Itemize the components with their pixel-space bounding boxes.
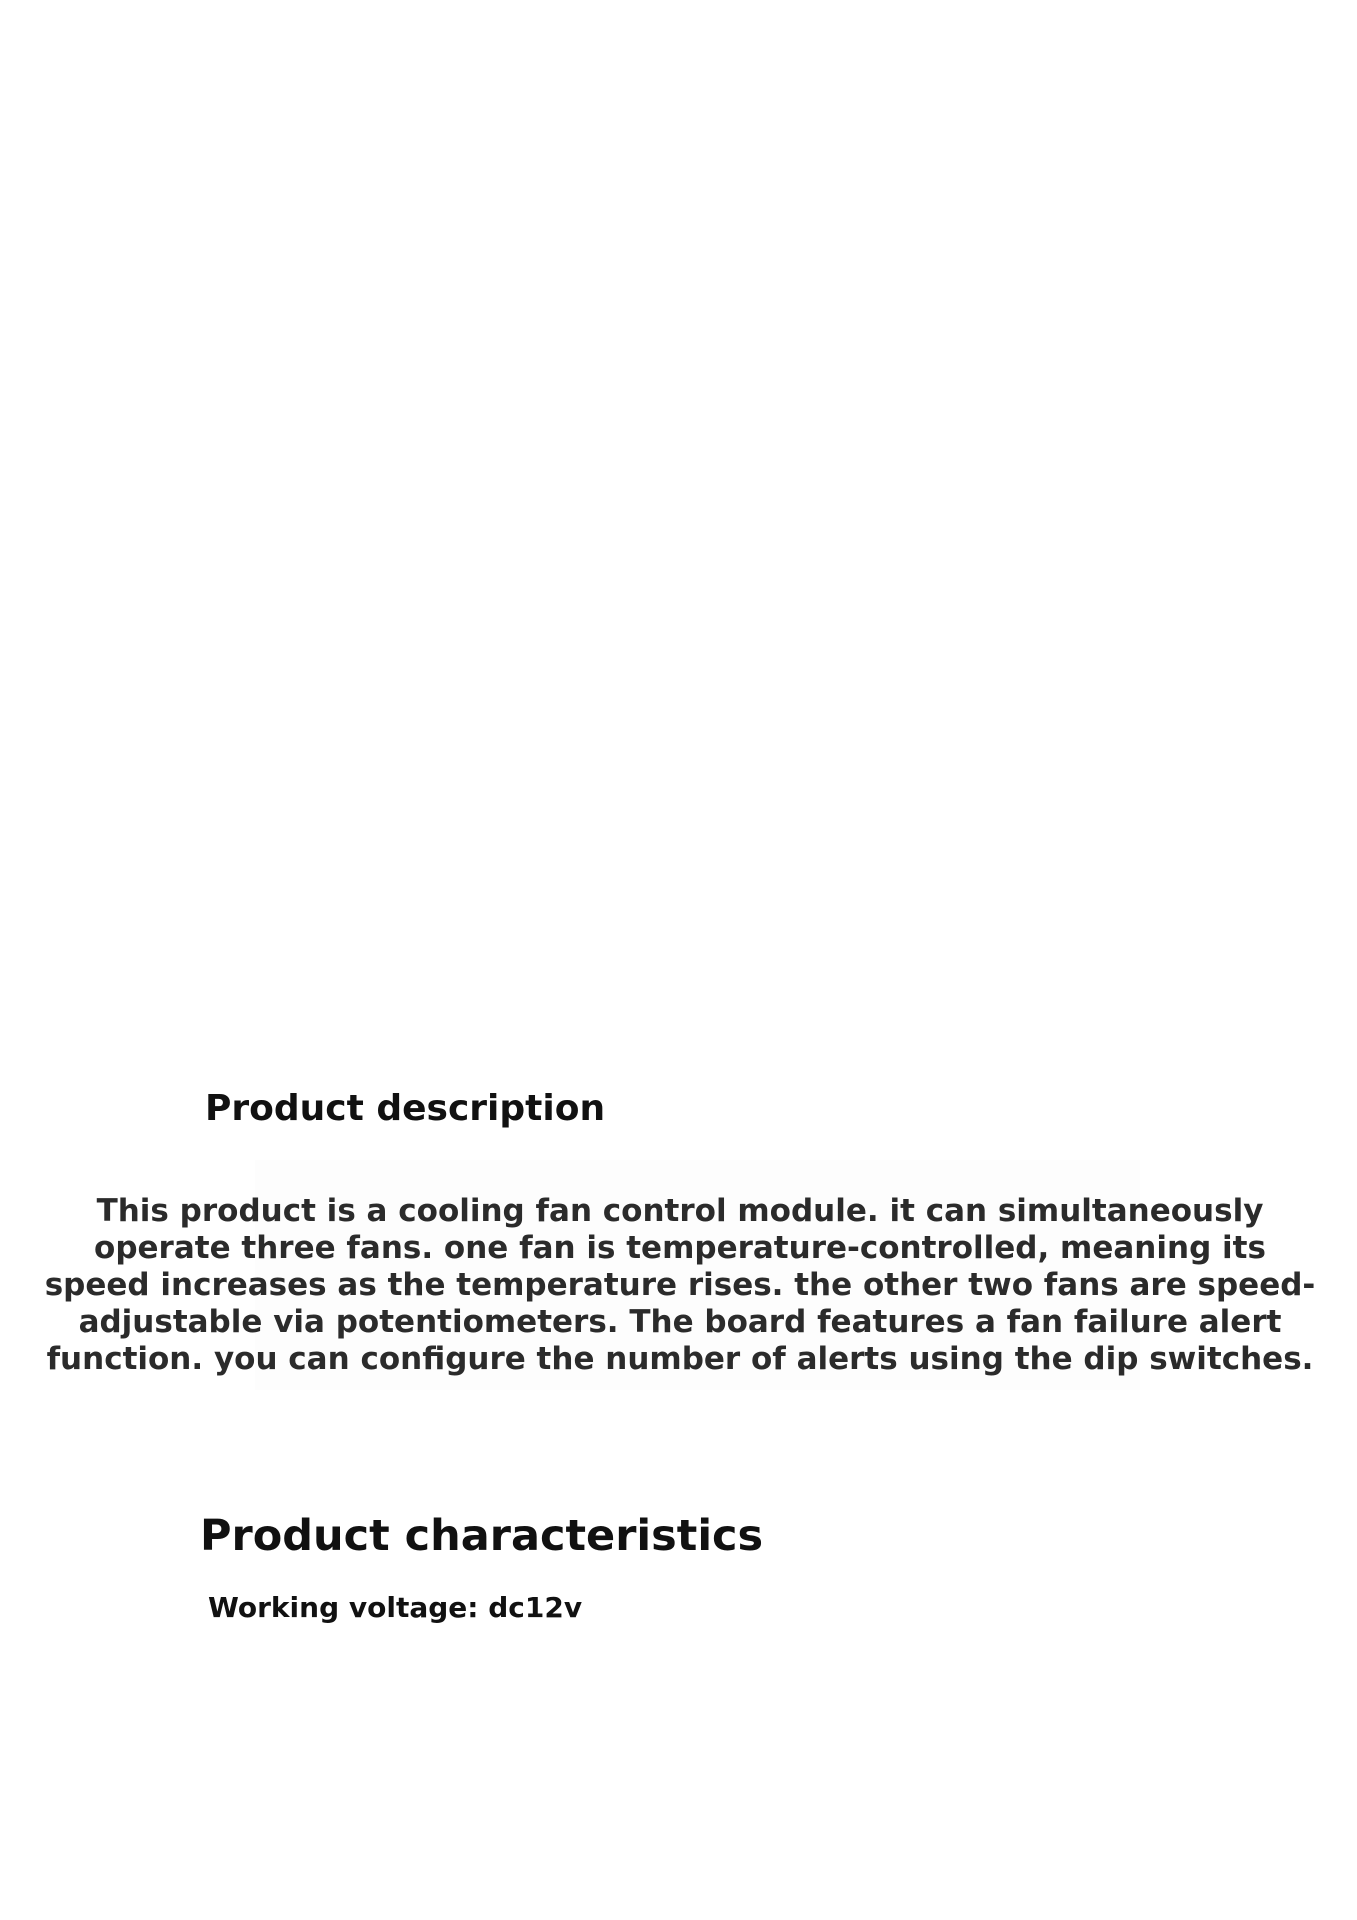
working-voltage-spec: Working voltage: dc12v (208, 1591, 583, 1624)
product-description-heading: Product description (205, 1088, 606, 1129)
product-description-text: This product is a cooling fan control module. it can simultaneously operate three fans. one fan is temperature-controlled, meaning its speed increases as the temperature rises. the other two fans are speed-adjustable via potentiometers. The board features a fan failure alert function. you can configure the number of alerts using the dip switches. (44, 1193, 1316, 1377)
product-characteristics-heading: Product characteristics (200, 1511, 764, 1561)
